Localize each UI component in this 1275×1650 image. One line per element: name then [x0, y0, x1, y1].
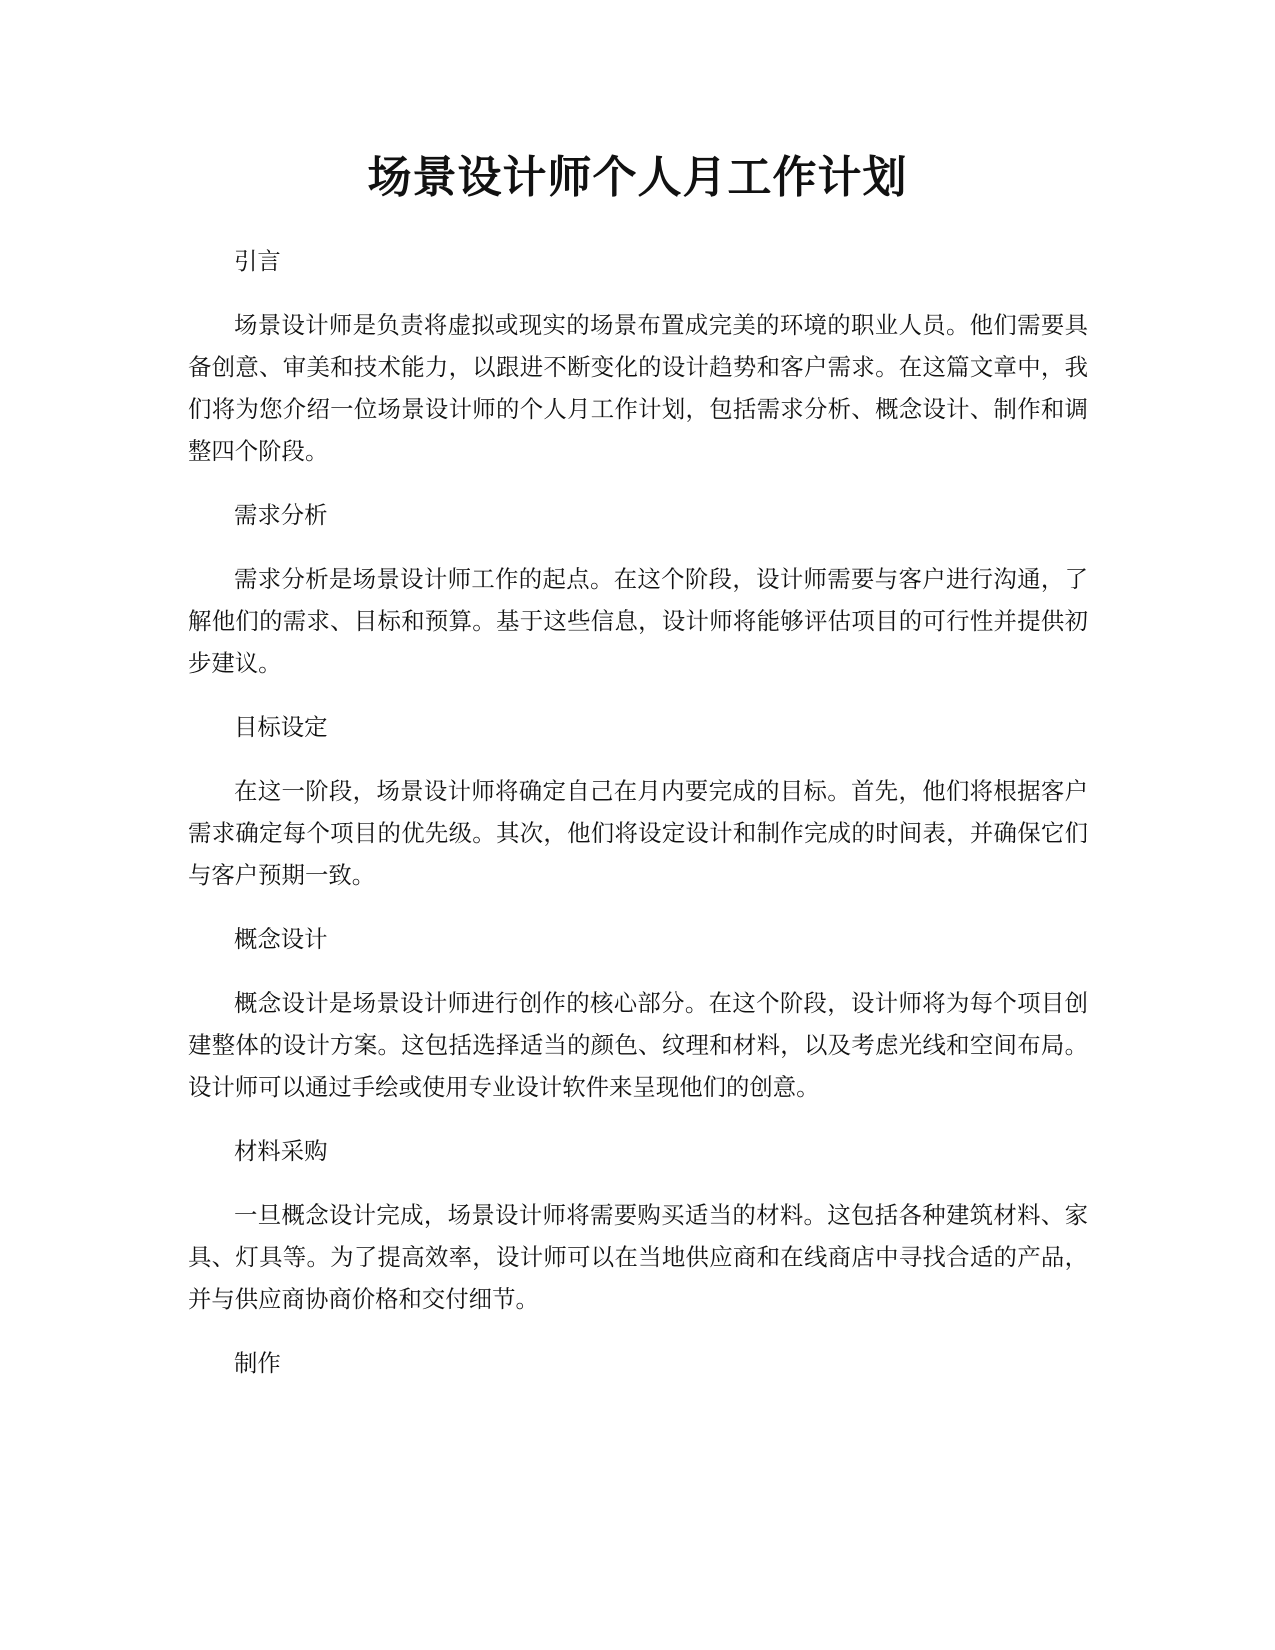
section-paragraph-goals: 在这一阶段，场景设计师将确定自己在月内要完成的目标。首先，他们将根据客户需求确定每个项目的优先级。其次，他们将设定设计和制作完成的时间表，并确保它们与客户预期一致。 [188, 777, 1088, 889]
section-heading-concept: 概念设计 [234, 925, 328, 953]
section-paragraph-requirements: 需求分析是场景设计师工作的起点。在这个阶段，设计师需要与客户进行沟通，了解他们的需求、目标和预算。基于这些信息，设计师将能够评估项目的可行性并提供初步建议。 [188, 565, 1088, 677]
section-paragraph-concept: 概念设计是场景设计师进行创作的核心部分。在这个阶段，设计师将为每个项目创建整体的设计方案。这包括选择适当的颜色、纹理和材料，以及考虑光线和空间布局。设计师可以通过手绘或使用专业设计软件来呈现他们的创意。 [188, 989, 1088, 1101]
section-paragraph-materials: 一旦概念设计完成，场景设计师将需要购买适当的材料。这包括各种建筑材料、家具、灯具等。为了提高效率，设计师可以在当地供应商和在线商店中寻找合适的产品，并与供应商协商价格和交付细节。 [188, 1201, 1088, 1313]
section-paragraph-intro: 场景设计师是负责将虚拟或现实的场景布置成完美的环境的职业人员。他们需要具备创意、审美和技术能力，以跟进不断变化的设计趋势和客户需求。在这篇文章中，我们将为您介绍一位场景设计师的个人月工作计划，包括需求分析、概念设计、制作和调整四个阶段。 [188, 311, 1088, 465]
section-heading-goals: 目标设定 [234, 713, 328, 741]
document-title: 场景设计师个人月工作计划 [367, 152, 908, 203]
document-body [188, 240, 1088, 1384]
section-heading-intro: 引言 [234, 247, 281, 275]
section-heading-production: 制作 [234, 1349, 281, 1377]
section-heading-requirements: 需求分析 [234, 501, 328, 529]
section-heading-materials: 材料采购 [234, 1137, 328, 1165]
